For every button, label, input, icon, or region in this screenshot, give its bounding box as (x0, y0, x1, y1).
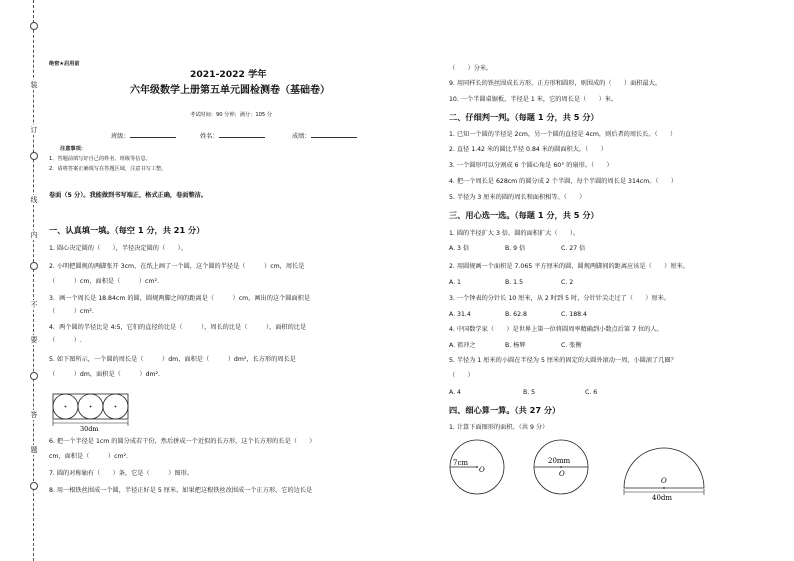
center-label: O (479, 466, 485, 474)
figure-dimension: 30dm (80, 425, 99, 432)
center-label: O (661, 477, 667, 485)
question-1-8: 8. 用一根铁丝围成一个圆，半径正好是 5 厘米，如果把这根铁丝改围成一个正方形，它的边长是 (49, 487, 313, 494)
choice-5-option-b: B. 5 (523, 389, 536, 396)
class-field[interactable] (111, 133, 176, 141)
neatness-note: 卷面（5 分）。我能做到书写端正，格式正确，卷面整洁。 (49, 192, 208, 199)
choice-5-option-a: A. 4 (449, 389, 461, 396)
judge-5: 5. 半径为 3 厘米的圆的周长和面积相等。（ ） (449, 194, 586, 201)
center-label: O (559, 470, 565, 478)
choice-3-option-b: B. 62.8 (505, 311, 527, 318)
radius-label: 7cm (453, 459, 469, 467)
judge-1: 1. 已知一个圆的半径是 2cm，另一个圆的直径是 4cm，则后者的周长长。（ ） (449, 131, 677, 138)
question-1-6: 6. 把一个半径是 1cm 的圆分成若干份，然后拼成一个近似的长方形，这个长方形的长是（ ） (49, 438, 316, 445)
choice-1: 1. 圆的半径扩大 3 倍，圆的面积扩大（ ）。 (449, 230, 580, 237)
binding-hole (30, 22, 38, 30)
choice-5-blank: （ ） (449, 372, 474, 379)
choice-1-option-b: B. 9 倍 (505, 245, 526, 252)
question-1-8-cont: （ ）分米。 (449, 65, 493, 72)
binding-char: 装 (30, 81, 38, 89)
judge-3: 3. 一个圆形可以分割成 6 个圆心角是 60° 的扇形。（ ） (449, 162, 613, 169)
score-label: 成绩： (292, 133, 311, 140)
binding-char: 要 (30, 336, 38, 344)
page-title: 六年级数学上册第五单元圆检测卷（基础卷） (130, 85, 330, 96)
question-1-10: 10. 一个半圆桌锯板，半径是 1 米，它的周长是（ ）米。 (449, 96, 618, 103)
question-1-4: 4．两个圆的半径比是 4:5，它们的直径的比是（ ），周长的比是（ ），面积的比是 (49, 324, 307, 331)
name-label: 姓名： (200, 133, 219, 140)
binding-char: 不 (30, 301, 38, 309)
circle-figure-radius (448, 436, 508, 496)
choice-5-option-c: C. 6 (585, 389, 598, 396)
question-1-5-cont: （ ）dm，面积是（ ）dm². (49, 371, 160, 378)
class-label: 班级： (111, 133, 130, 140)
question-1-4-cont: （ ）. (49, 337, 82, 344)
section-3-heading: 三、用心选一选。（每题 1 分，共 5 分） (449, 210, 599, 220)
circle-figure-diameter (532, 436, 592, 496)
exam-info: 考试时间：90 分钟；满分：105 分 (190, 112, 273, 118)
exam-year: 2021-2022 学年 (190, 69, 267, 80)
question-1-2: 2. 小明把圆规的两脚张开 3cm，在纸上画了一个圆，这个圆的半径是（ ）cm，周长是 (49, 263, 305, 270)
section-1-heading: 一、认真填一填。（每空 1 分，共 21 分） (49, 225, 205, 235)
note-1: 1．答题前填写好自己的姓名、班级等信息。 (49, 156, 151, 162)
question-1-3-cont: （ ）cm². (49, 308, 94, 315)
judge-4: 4. 把一个周长是 628cm 的圆分成 2 个半圆，每个半圆的周长是 314cm。（ ） (449, 178, 678, 185)
notes-title: 注意事项： (60, 146, 86, 152)
judge-2: 2. 直径 1.42 米的圆比半径 0.84 米的圆面积大。（ ） (449, 146, 607, 153)
secret-mark: 绝密★启用前 (49, 61, 80, 67)
choice-1-option-a: A. 3 倍 (449, 245, 470, 252)
diameter-label: 40dm (652, 494, 673, 502)
binding-char: 内 (30, 231, 38, 239)
name-field[interactable] (200, 133, 265, 141)
binding-char: 题 (30, 446, 38, 454)
binding-margin (0, 0, 44, 561)
choice-3: 3. 一个钟表的分针长 10 厘米，从 2 时到 5 时，分针针尖走过了（ ）厘米。 (449, 295, 671, 302)
semicircle-figure (621, 434, 707, 502)
question-1-7: 7. 圆的对称轴有（ ）条，它是（ ）图形。 (49, 470, 193, 477)
score-field[interactable] (292, 133, 357, 141)
choice-4-option-c: C. 张衡 (561, 342, 582, 349)
choice-3-option-a: A. 31.4 (449, 311, 471, 318)
note-2: 2．请将答案正确填写在答题区域，注意书写工整。 (49, 166, 167, 172)
question-1-3: 3．画一个周长是 18.84cm 的圆，圆规两脚之间的距离是（ ）cm，画出的这个圆面积是 (49, 295, 311, 302)
choice-2-option-a: A. 1 (449, 279, 461, 286)
question-1-9: 9. 用同样长的铁丝围成长方形、正方形和圆形，则围成的（ ）面积最大。 (449, 80, 662, 87)
calc-1: 1. 计算下面图形的面积。（共 9 分） (449, 424, 549, 431)
choice-2-option-c: C. 2 (561, 279, 574, 286)
question-1-2-cont: （ ）cm，面积是（ ）cm². (49, 278, 159, 285)
binding-hole (30, 482, 38, 490)
binding-char: 答 (30, 411, 38, 419)
choice-5: 5. 半径为 1 厘米的小圆在半径为 5 厘米的固定的大圆外滚动一周，小圆滚了几圈？ (449, 357, 677, 364)
choice-2: 2. 用圆规画一个面积是 7.065 平方厘米的圆，圆规两脚间的距离应该是（ ）厘米。 (449, 263, 689, 270)
question-1-5: 5. 如下图所示，一个圆的周长是（ ）dm，面积是（ ）dm²，长方形的周长是 (49, 356, 296, 363)
choice-2-option-b: B. 1.5 (505, 279, 524, 286)
question-1-6-cont: cm，面积是（ ）cm². (49, 453, 128, 460)
section-2-heading: 二、仔细判一判。（每题 1 分，共 5 分） (449, 112, 599, 122)
section-4-heading: 四、细心算一算。（共 27 分） (449, 405, 561, 415)
question-1-1: 1. 圆心决定圆的（ ），半径决定圆的（ ）。 (49, 245, 187, 252)
choice-1-option-c: C. 27 倍 (561, 245, 586, 252)
binding-char: 订 (30, 126, 38, 134)
choice-4: 4. 中国数学家（ ）是世界上第一位将圆周率精确到小数点后第 7 位的人。 (449, 326, 663, 333)
binding-hole (30, 152, 38, 160)
diameter-label: 20mm (548, 457, 571, 465)
choice-4-option-b: B. 杨辉 (505, 342, 526, 349)
binding-char: 线 (30, 196, 38, 204)
choice-4-option-a: A. 祖冲之 (449, 342, 476, 349)
binding-hole (30, 372, 38, 380)
choice-3-option-c: C. 188.4 (561, 311, 587, 318)
binding-hole (30, 262, 38, 270)
rectangle-circles-figure (52, 390, 130, 432)
